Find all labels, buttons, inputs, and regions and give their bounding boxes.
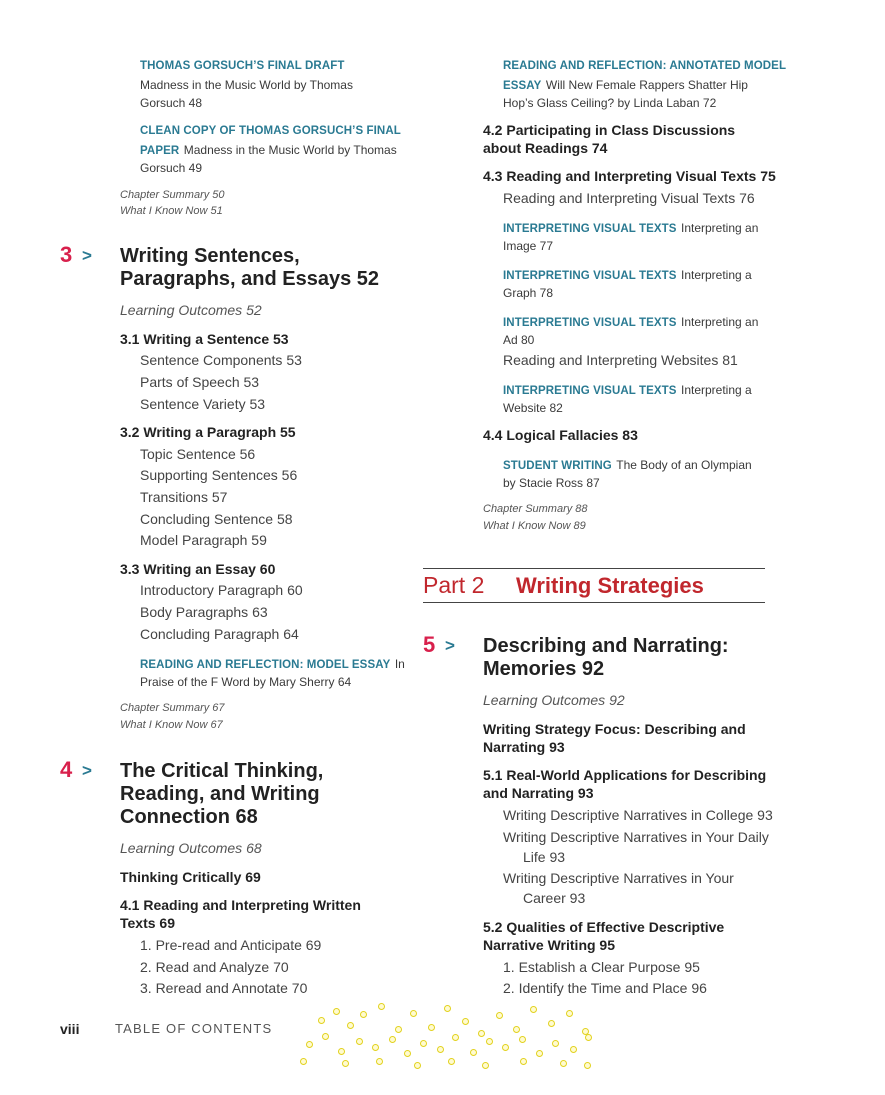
toc-entry-text: Madness in the Music World by Thomas: [183, 143, 397, 157]
toc-entry-text: Graph 78: [503, 286, 554, 300]
decorative-dot: [570, 1046, 577, 1053]
toc-entry-text: Gorsuch 49: [140, 161, 203, 175]
decorative-dot: [552, 1040, 559, 1047]
decorative-dot: [548, 1020, 555, 1027]
decorative-dot: [360, 1011, 367, 1018]
toc-label-interpreting-visual: INTERPRETING VISUAL TEXTS: [503, 385, 677, 397]
toc-entry-text: Praise of the F Word by Mary Sherry 64: [140, 675, 352, 689]
toc-entry-text: Interpreting a: [680, 268, 752, 282]
decorative-dot: [486, 1038, 493, 1045]
toc-entry-text: Interpreting an: [680, 315, 759, 329]
toc-numbered-item: 1. Pre-read and Anticipate 69: [140, 937, 322, 953]
decorative-dot: [404, 1050, 411, 1057]
decorative-dot: [300, 1058, 307, 1065]
chapter-number: 3: [60, 242, 73, 267]
chapter-number: 5: [423, 632, 436, 657]
learning-outcomes: Learning Outcomes 92: [483, 692, 625, 708]
toc-entry-text: In: [394, 657, 405, 671]
toc-entry-text: Hop’s Glass Ceiling? by Linda Laban 72: [503, 96, 717, 110]
toc-subentry: Body Paragraphs 63: [140, 604, 268, 620]
toc-subentry: Topic Sentence 56: [140, 446, 256, 462]
running-footer: TABLE OF CONTENTS: [115, 1021, 273, 1036]
learning-outcomes: Learning Outcomes 68: [120, 840, 262, 856]
section-heading: 5.2 Qualities of Effective Descriptive: [483, 919, 725, 935]
toc-entry-row: [140, 141, 397, 159]
decorative-dot: [530, 1006, 537, 1013]
decorative-dot: [519, 1036, 526, 1043]
toc-numbered-item: 2. Identify the Time and Place 96: [503, 980, 707, 996]
decorative-dot: [584, 1062, 591, 1069]
section-heading: 3.1 Writing a Sentence 53: [120, 331, 289, 347]
chapter-title: Connection 68: [120, 806, 258, 828]
toc-label-paper: PAPER: [140, 145, 180, 157]
toc-label-essay: ESSAY: [503, 80, 542, 92]
section-heading: and Narrating 93: [483, 785, 594, 801]
chapter-title: Describing and Narrating:: [483, 635, 729, 657]
decorative-dot: [356, 1038, 363, 1045]
chapter-summary: Chapter Summary 67: [120, 702, 225, 714]
toc-numbered-item: 2. Read and Analyze 70: [140, 959, 289, 975]
toc-numbered-item: 3. Reread and Annotate 70: [140, 980, 308, 996]
toc-subentry: Concluding Sentence 58: [140, 511, 293, 527]
toc-subentry: Sentence Components 53: [140, 352, 302, 368]
toc-subentry: Reading and Interpreting Visual Texts 76: [503, 190, 755, 206]
section-heading: 4.3 Reading and Interpreting Visual Texts 75: [483, 168, 776, 184]
chapter-arrow-icon: >: [445, 636, 455, 655]
decorative-dot: [585, 1034, 592, 1041]
toc-label-final-draft: THOMAS GORSUCH’S FINAL DRAFT: [140, 60, 345, 72]
chapter-title: Writing Sentences,: [120, 245, 300, 267]
decorative-dot: [376, 1058, 383, 1065]
decorative-dot: [437, 1046, 444, 1053]
learning-outcomes: Learning Outcomes 52: [120, 302, 262, 318]
toc-subentry: Introductory Paragraph 60: [140, 582, 303, 598]
toc-entry-text: Interpreting an: [680, 221, 759, 235]
toc-entry-text: Madness in the Music World by Thomas: [140, 78, 353, 92]
decorative-dot: [513, 1026, 520, 1033]
decorative-dot: [318, 1017, 325, 1024]
toc-entry-text: The Body of an Olympian: [616, 458, 752, 472]
page-number: viii: [60, 1021, 80, 1037]
toc-entry-text: Interpreting a: [680, 383, 752, 397]
toc-entry-text: Website 82: [503, 401, 563, 415]
decorative-dot: [395, 1026, 402, 1033]
toc-entry-row: [503, 266, 752, 284]
toc-subentry: Parts of Speech 53: [140, 374, 260, 390]
toc-numbered-item: 1. Establish a Clear Purpose 95: [503, 959, 700, 975]
decorative-dot: [462, 1018, 469, 1025]
section-heading: 4.2 Participating in Class Discussions: [483, 122, 736, 138]
section-heading: about Readings 74: [483, 140, 608, 156]
decorative-dot: [448, 1058, 455, 1065]
toc-entry-row: [503, 219, 758, 237]
toc-subentry: Reading and Interpreting Websites 81: [503, 352, 738, 368]
toc-entry-text: Will New Female Rappers Shatter Hip: [545, 78, 748, 92]
section-heading: Writing Strategy Focus: Describing and: [483, 721, 746, 737]
section-heading: Narrating 93: [483, 739, 565, 755]
toc-entry-row: [503, 456, 752, 474]
decorative-dot: [347, 1022, 354, 1029]
chapter-arrow-icon: >: [82, 761, 92, 780]
decorative-dot: [566, 1010, 573, 1017]
toc-subentry: Writing Descriptive Narratives in College 93: [503, 807, 773, 823]
decorative-dot: [428, 1024, 435, 1031]
toc-label-student-writing: STUDENT WRITING: [503, 460, 612, 472]
toc-subentry: Writing Descriptive Narratives in Your Daily: [503, 829, 769, 845]
toc-entry-row: [503, 313, 758, 331]
part-divider-bottom: [423, 602, 765, 603]
decorative-dot: [378, 1003, 385, 1010]
toc-subentry: Model Paragraph 59: [140, 532, 267, 548]
decorative-dot: [502, 1044, 509, 1051]
toc-label-clean-copy: CLEAN COPY OF THOMAS GORSUCH’S FINAL: [140, 125, 401, 137]
decorative-dot: [444, 1005, 451, 1012]
toc-entry-row: [503, 76, 748, 94]
toc-subentry: Concluding Paragraph 64: [140, 626, 299, 642]
toc-label-reading-reflection: READING AND REFLECTION: MODEL ESSAY: [140, 659, 391, 671]
decorative-dot: [322, 1033, 329, 1040]
section-heading: Narrative Writing 95: [483, 937, 616, 953]
part-divider-top: [423, 568, 765, 569]
what-i-know-now: What I Know Now 51: [120, 205, 223, 217]
toc-subentry: Writing Descriptive Narratives in Your: [503, 870, 734, 886]
decorative-dot: [482, 1062, 489, 1069]
toc-subentry: Transitions 57: [140, 489, 228, 505]
decorative-dot: [478, 1030, 485, 1037]
toc-label-interpreting-visual: INTERPRETING VISUAL TEXTS: [503, 317, 677, 329]
decorative-dot: [338, 1048, 345, 1055]
decorative-dot: [389, 1036, 396, 1043]
section-heading: Texts 69: [120, 915, 175, 931]
toc-label-interpreting-visual: INTERPRETING VISUAL TEXTS: [503, 270, 677, 282]
section-heading: 3.2 Writing a Paragraph 55: [120, 424, 296, 440]
section-heading: 4.4 Logical Fallacies 83: [483, 427, 638, 443]
decorative-dot: [452, 1034, 459, 1041]
decorative-dot: [536, 1050, 543, 1057]
chapter-arrow-icon: >: [82, 246, 92, 265]
toc-entry-text: by Stacie Ross 87: [503, 476, 600, 490]
section-heading: Thinking Critically 69: [120, 869, 261, 885]
toc-entry-text: Gorsuch 48: [140, 96, 203, 110]
decorative-dot: [560, 1060, 567, 1067]
decorative-dot: [420, 1040, 427, 1047]
what-i-know-now: What I Know Now 89: [483, 520, 586, 532]
part-title: Writing Strategies: [516, 573, 704, 598]
decorative-dot: [496, 1012, 503, 1019]
toc-entry-row: [503, 381, 752, 399]
chapter-number: 4: [60, 757, 73, 782]
decorative-dot: [520, 1058, 527, 1065]
what-i-know-now: What I Know Now 67: [120, 719, 223, 731]
toc-subentry: Life 93: [523, 849, 566, 865]
decorative-dot: [333, 1008, 340, 1015]
toc-subentry: Supporting Sentences 56: [140, 467, 298, 483]
section-heading: 3.3 Writing an Essay 60: [120, 561, 276, 577]
decorative-dot: [414, 1062, 421, 1069]
chapter-title: Reading, and Writing: [120, 783, 320, 805]
chapter-summary: Chapter Summary 88: [483, 503, 588, 515]
chapter-title: Paragraphs, and Essays 52: [120, 268, 380, 290]
section-heading: 5.1 Real-World Applications for Describing: [483, 767, 767, 783]
chapter-title: The Critical Thinking,: [120, 760, 324, 782]
toc-subentry: Career 93: [523, 890, 586, 906]
chapter-title: Memories 92: [483, 658, 605, 680]
decorative-dot: [342, 1060, 349, 1067]
decorative-dot: [372, 1044, 379, 1051]
decorative-dot: [410, 1010, 417, 1017]
decorative-dot: [470, 1049, 477, 1056]
toc-subentry: Sentence Variety 53: [140, 396, 266, 412]
section-heading: 4.1 Reading and Interpreting Written: [120, 897, 361, 913]
toc-label-interpreting-visual: INTERPRETING VISUAL TEXTS: [503, 223, 677, 235]
part-label: Part 2: [423, 572, 485, 598]
chapter-summary: Chapter Summary 50: [120, 189, 225, 201]
toc-entry-text: Image 77: [503, 239, 554, 253]
toc-entry-text: Ad 80: [503, 333, 535, 347]
toc-label-annotated-model: READING AND REFLECTION: ANNOTATED MODEL: [503, 60, 787, 72]
decorative-dot: [306, 1041, 313, 1048]
toc-entry-row: [140, 655, 405, 673]
